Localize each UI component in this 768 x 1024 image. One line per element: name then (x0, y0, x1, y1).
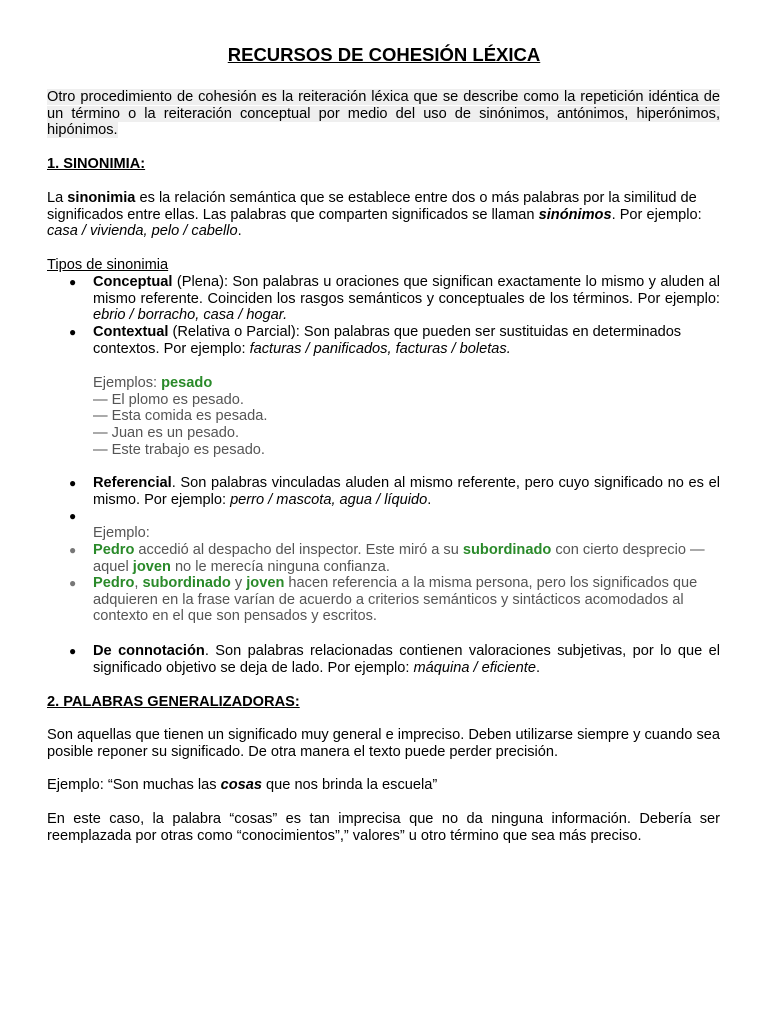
example-text: ebrio / borracho, casa / hogar. (93, 307, 288, 324)
list-item-referencial (69, 475, 720, 508)
term-cosas: cosas (220, 777, 262, 793)
bullet-icon: ● (69, 543, 77, 557)
item-text: . Son palabras relacionadas contienen valoraciones subjetivas, por lo que el significado objetivo se deja de lado. Por ejemplo: (93, 643, 720, 676)
item-text: , (134, 575, 143, 591)
text-fragment: Ejemplo: “Son muchas las (47, 777, 221, 793)
list-item-connotacion (69, 643, 720, 676)
text-fragment: . (535, 659, 541, 676)
generalizadoras-example (47, 777, 720, 794)
example-text: máquina / eficiente (413, 659, 536, 676)
list-item-example-2 (69, 575, 720, 625)
bullet-icon: ● (69, 644, 77, 658)
text-fragment: . (427, 491, 432, 508)
term-sinonimos: sinónimos (538, 206, 612, 223)
term-sinonimia: sinonimia (67, 190, 136, 206)
highlight-word: Pedro (93, 542, 135, 558)
bullet-icon: ● (69, 325, 77, 339)
item-text: (Relativa o Parcial): Son palabras que pueden ser sustituidas en determinados contextos. Por ejemplo: (93, 324, 682, 357)
text-fragment: La (47, 190, 68, 206)
term-connotacion: De connotación (93, 643, 205, 659)
text-fragment: . Por ejemplo: (611, 206, 702, 223)
ejemplo-line: — Esta comida es pesada. (93, 408, 268, 425)
item-text: no le merecía ninguna confianza. (170, 558, 390, 575)
bullet-icon: ● (69, 476, 77, 490)
ejemplos-word: pesado (161, 375, 213, 391)
highlight-word: subordinado (462, 542, 552, 558)
list-item-example-1 (69, 542, 720, 575)
example-text: casa / vivienda, pelo / cabello (47, 223, 238, 240)
ejemplo-label: Ejemplo: (93, 525, 150, 541)
list-item-contextual (69, 324, 720, 357)
highlight-word: joven (132, 558, 171, 575)
ejemplos-label: Ejemplos: (93, 375, 162, 391)
intro-text: Otro procedimiento de cohesión es la reiteración léxica que se describe como la repetición idéntica de un término o la reiteración conceptual por medio del uso de sinónimos, antónimos, hiperónimos, hipónimos. (47, 89, 720, 139)
term-referencial: Referencial (93, 475, 172, 491)
ejemplo-line: — Juan es un pesado. (93, 425, 240, 442)
highlight-word: joven (246, 575, 285, 591)
highlight-word: Pedro (93, 575, 135, 591)
example-text: facturas / panificados, facturas / boletas. (249, 340, 511, 357)
term-conceptual: Conceptual (93, 274, 173, 290)
intro-paragraph (47, 89, 720, 139)
item-text: (Plena): Son palabras u oraciones que significan exactamente lo mismo y aluden al mismo referente. Coinciden los rasgos semánticos y conceptuales de los términos. Por ejemplo: (93, 274, 720, 307)
highlight-word: subordinado (142, 575, 231, 591)
text-fragment: . (237, 223, 242, 240)
bullet-icon: ● (69, 576, 77, 590)
list-item-conceptual (69, 274, 720, 324)
document-title: RECURSOS DE COHESIÓN LÉXICA (227, 44, 541, 65)
item-text: hacen referencia a la misma persona, pero los significados que adquieren en la frase varían de acuerdo a criterios semánticos y sintácticos acomodados al contexto en el que son pensados y escritos. (93, 575, 698, 625)
item-text: accedió al despacho del inspector. Este miró a su (134, 542, 463, 558)
section-heading-sinonimia: 1. SINONIMIA: (47, 156, 146, 172)
bullet-icon: ● (69, 509, 77, 523)
item-text: . Son palabras vinculadas aluden al mismo referente, pero cuyo significado no es el mismo. Por ejemplo: (93, 475, 720, 508)
generalizadoras-paragraph: Son aquellas que tienen un significado muy general e impreciso. Deben utilizarse siempre y cuando sea posible reponer su significado. De otra manera el texto puede perder precisión. (47, 727, 720, 760)
generalizadoras-conclusion: En este caso, la palabra “cosas” es tan imprecisa que no da ninguna información. Debería ser reemplazada por otras como “conocimientos”,” valores” u otro término que sea más preciso. (47, 811, 720, 844)
sinonimia-definition (47, 190, 720, 240)
text-fragment: es la relación semántica que se establece entre dos o más palabras por la similitud de significados entre ellas. Las palabras que comparten significados se llaman (47, 190, 697, 223)
item-text: y (230, 575, 247, 591)
text-fragment: que nos brinda la escuela” (261, 777, 438, 793)
ejemplo-line: — Este trabajo es pesado. (93, 441, 265, 458)
ejemplos-pesado (93, 375, 720, 459)
term-contextual: Contextual (93, 324, 169, 340)
section-heading-generalizadoras: 2. PALABRAS GENERALIZADORAS: (47, 694, 300, 710)
list-item-empty (69, 508, 720, 525)
ejemplo-line: — El plomo es pesado. (93, 391, 244, 408)
example-text: perro / mascota, agua / líquido (230, 491, 428, 508)
item-text: con cierto desprecio — aquel (93, 542, 705, 575)
bullet-icon: ● (69, 275, 77, 289)
tipos-sinonimia-label: Tipos de sinonimia (47, 257, 169, 273)
